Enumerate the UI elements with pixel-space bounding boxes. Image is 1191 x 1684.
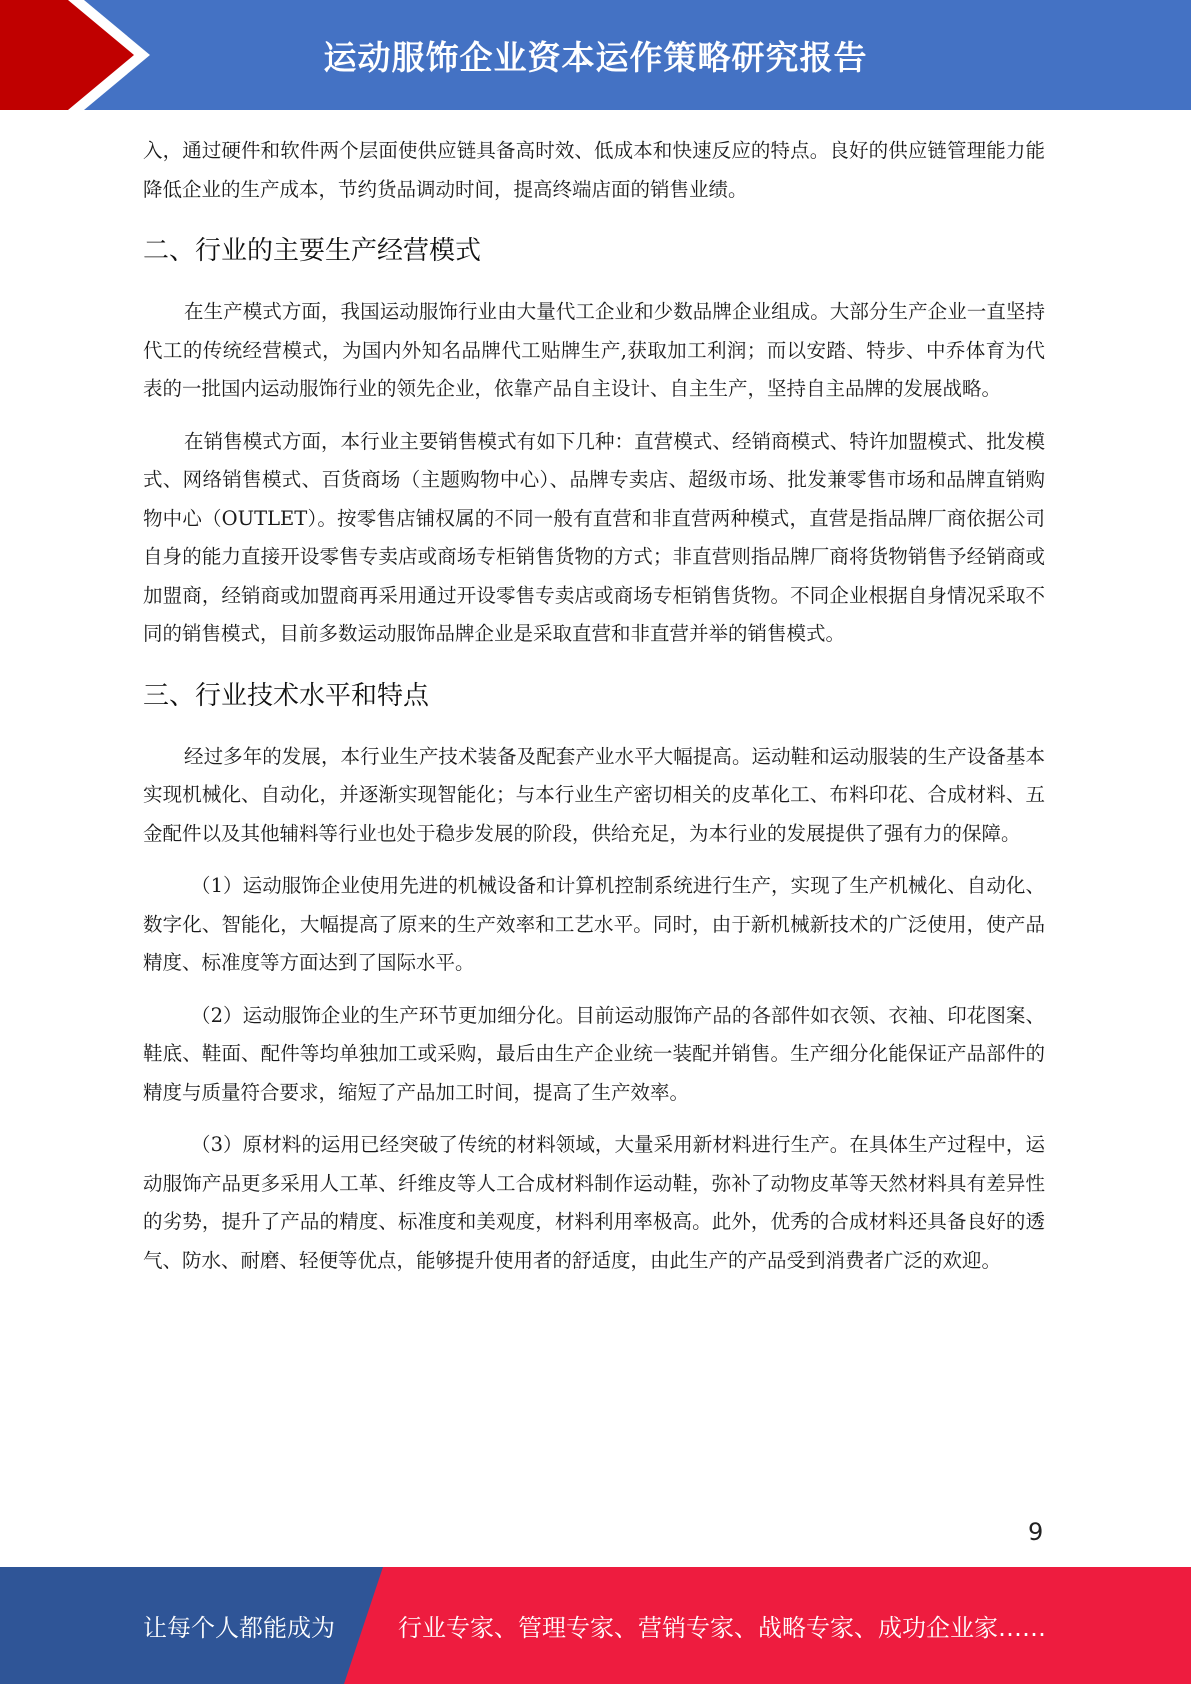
- page-footer: [0, 1567, 1191, 1684]
- report-title: 运动服饰企业资本运作策略研究报告: [323, 37, 868, 77]
- footer-slogan-right: 行业专家、管理专家、营销专家、战略专家、成功企业家……: [398, 1614, 1046, 1642]
- paragraph-continued: 入，通过硬件和软件两个层面使供应链具备高时效、低成本和快速反应的特点。良好的供应链管理能力能降低企业的生产成本，节约货品调动时间，提高终端店面的销售业绩。: [143, 139, 1045, 201]
- paragraph-point-1: （1）运动服饰企业使用先进的机械设备和计算机控制系统进行生产，实现了生产机械化、自动化、数字化、智能化，大幅提高了原来的生产效率和工艺水平。同时，由于新机械新技术的广泛使用，使产品精度、标准度等方面达到了国际水平。: [143, 874, 1045, 974]
- paragraph-production-mode: 在生产模式方面，我国运动服饰行业由大量代工企业和少数品牌企业组成。大部分生产企业一直坚持代工的传统经营模式，为国内外知名品牌代工贴牌生产,获取加工利润；而以安踏、特步、中乔体育为代表的一批国内运动服饰行业的领先企业，依靠产品自主设计、自主生产，坚持自主品牌的发展战略。: [143, 300, 1045, 400]
- paragraph-point-3: （3）原材料的运用已经突破了传统的材料领域，大量采用新材料进行生产。在具体生产过程中，运动服饰产品更多采用人工革、纤维皮等人工合成材料制作运动鞋，弥补了动物皮革等天然材料具有差异性的劣势，提升了产品的精度、标准度和美观度，材料利用率极高。此外，优秀的合成材料还具备良好的透气、防水、耐磨、轻便等优点，能够提升使用者的舒适度，由此生产的产品受到消费者广泛的欢迎。: [143, 1133, 1045, 1272]
- footer-slogan-left: 让每个人都能成为: [143, 1614, 335, 1642]
- section-heading-3: 三、行业技术水平和特点: [143, 680, 430, 711]
- paragraph-tech-overview: 经过多年的发展，本行业生产技术装备及配套产业水平大幅提高。运动鞋和运动服装的生产设备基本实现机械化、自动化，并逐渐实现智能化；与本行业生产密切相关的皮革化工、布料印花、合成材料、五金配件以及其他辅料等行业也处于稳步发展的阶段，供给充足，为本行业的发展提供了强有力的保障。: [143, 744, 1045, 845]
- section-heading-2: 二、行业的主要生产经营模式: [143, 236, 482, 266]
- page-number: 9: [1028, 1518, 1044, 1546]
- paragraph-point-2: （2）运动服饰企业的生产环节更加细分化。目前运动服饰产品的各部件如衣领、衣袖、印花图案、鞋底、鞋面、配件等均单独加工或采购，最后由生产企业统一装配并销售。生产细分化能保证产品部件的精度与质量符合要求，缩短了产品加工时间，提高了生产效率。: [143, 1003, 1045, 1104]
- header-arrow-decoration: [0, 0, 160, 110]
- paragraph-sales-mode: 在销售模式方面，本行业主要销售模式有如下几种：直营模式、经销商模式、特许加盟模式、批发模式、网络销售模式、百货商场（主题购物中心）、品牌专卖店、超级市场、批发兼零售市场和品牌直销购物中心（OUTLET）。按零售店铺权属的不同一般有直营和非直营两种模式，直营是指品牌厂商依据公司自身的能力直接开设零售专卖店或商场专柜销售货物的方式；非直营则指品牌厂商将货物销售予经销商或加盟商，经销商或加盟商再采用通过开设零售专卖店或商场专柜销售货物。不同企业根据自身情况采取不同的销售模式，目前多数运动服饰品牌企业是采取直营和非直营并举的销售模式。: [143, 429, 1045, 645]
- page-header: [0, 0, 1191, 110]
- document-body: [143, 132, 1045, 1280]
